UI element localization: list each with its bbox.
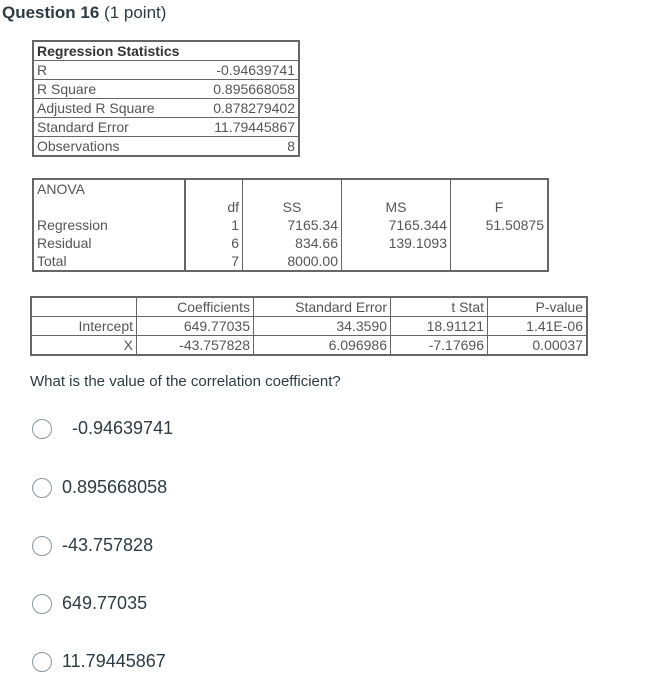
ms-cell: 7165.344 xyxy=(342,216,451,234)
question-points: (1 point) xyxy=(104,3,167,22)
table-row xyxy=(31,336,587,356)
t-stat-cell: 18.91121 xyxy=(391,317,488,336)
regression-statistics-table xyxy=(32,40,300,157)
df-cell: 1 xyxy=(185,216,243,234)
column-header: df xyxy=(185,198,243,216)
row-label: X xyxy=(31,336,137,356)
column-header: SS xyxy=(243,198,342,216)
question-number: Question 16 xyxy=(2,3,100,22)
regression-statistics-header: Regression Statistics xyxy=(33,41,299,61)
row-label: Residual xyxy=(33,234,185,252)
df-cell: 7 xyxy=(185,252,243,271)
ms-cell xyxy=(342,252,451,271)
table-row xyxy=(31,317,587,336)
table-row xyxy=(33,61,299,80)
stat-value: 8 xyxy=(180,137,299,157)
anova-table xyxy=(32,178,549,272)
anova-title: ANOVA xyxy=(33,179,185,198)
answer-option[interactable] xyxy=(32,651,166,672)
stat-value: 0.878279402 xyxy=(180,99,299,118)
f-cell: 51.50875 xyxy=(451,216,549,234)
answer-option[interactable] xyxy=(32,535,153,556)
standard-error-cell: 6.096986 xyxy=(254,336,391,356)
table-row xyxy=(33,118,299,137)
table-row xyxy=(33,234,548,252)
row-label: Intercept xyxy=(31,317,137,336)
stat-value: 0.895668058 xyxy=(180,80,299,99)
radio-button[interactable] xyxy=(32,594,52,614)
radio-button[interactable] xyxy=(32,536,52,556)
stat-label: R Square xyxy=(33,80,180,99)
table-row xyxy=(33,99,299,118)
table-row xyxy=(33,252,548,271)
answer-option-label[interactable]: 11.79445867 xyxy=(62,651,166,671)
standard-error-cell: 34.3590 xyxy=(254,317,391,336)
df-cell: 6 xyxy=(185,234,243,252)
row-label: Regression xyxy=(33,216,185,234)
radio-button[interactable] xyxy=(32,478,52,498)
table-row xyxy=(33,216,548,234)
p-value-cell: 1.41E-06 xyxy=(488,317,588,336)
stat-label: Adjusted R Square xyxy=(33,99,180,118)
answer-option-label[interactable]: -43.757828 xyxy=(62,535,154,555)
radio-button[interactable] xyxy=(32,419,52,439)
ss-cell: 8000.00 xyxy=(243,252,342,271)
ss-cell: 834.66 xyxy=(243,234,342,252)
answer-option[interactable] xyxy=(32,593,147,614)
stat-label: Observations xyxy=(33,137,180,157)
t-stat-cell: -7.17696 xyxy=(391,336,488,356)
column-header: MS xyxy=(342,198,451,216)
column-header: P-value xyxy=(488,297,588,317)
question-prompt: What is the value of the correlation coefficient? xyxy=(30,373,341,390)
answer-option-label[interactable]: 649.77035 xyxy=(62,593,148,613)
row-label: Total xyxy=(33,252,185,271)
table-row xyxy=(33,80,299,99)
stat-value: 11.79445867 xyxy=(180,118,299,137)
stat-label: Standard Error xyxy=(33,118,180,137)
f-cell xyxy=(451,252,549,271)
column-header: Coefficients xyxy=(137,297,254,317)
answer-option[interactable] xyxy=(32,477,167,498)
p-value-cell: 0.00037 xyxy=(488,336,588,356)
answer-option-label[interactable]: -0.94639741 xyxy=(72,418,174,438)
question-title xyxy=(2,3,166,23)
coefficient-cell: -43.757828 xyxy=(137,336,254,356)
column-header: F xyxy=(451,198,549,216)
column-header: Standard Error xyxy=(254,297,391,317)
radio-button[interactable] xyxy=(32,652,52,672)
answer-option[interactable] xyxy=(32,418,173,439)
stat-label: R xyxy=(33,61,180,80)
ms-cell: 139.1093 xyxy=(342,234,451,252)
table-row xyxy=(33,137,299,157)
answer-option-label[interactable]: 0.895668058 xyxy=(62,477,168,497)
stat-value: -0.94639741 xyxy=(180,61,299,80)
f-cell xyxy=(451,234,549,252)
coefficients-table xyxy=(30,296,588,356)
coefficient-cell: 649.77035 xyxy=(137,317,254,336)
ss-cell: 7165.34 xyxy=(243,216,342,234)
column-header: t Stat xyxy=(391,297,488,317)
